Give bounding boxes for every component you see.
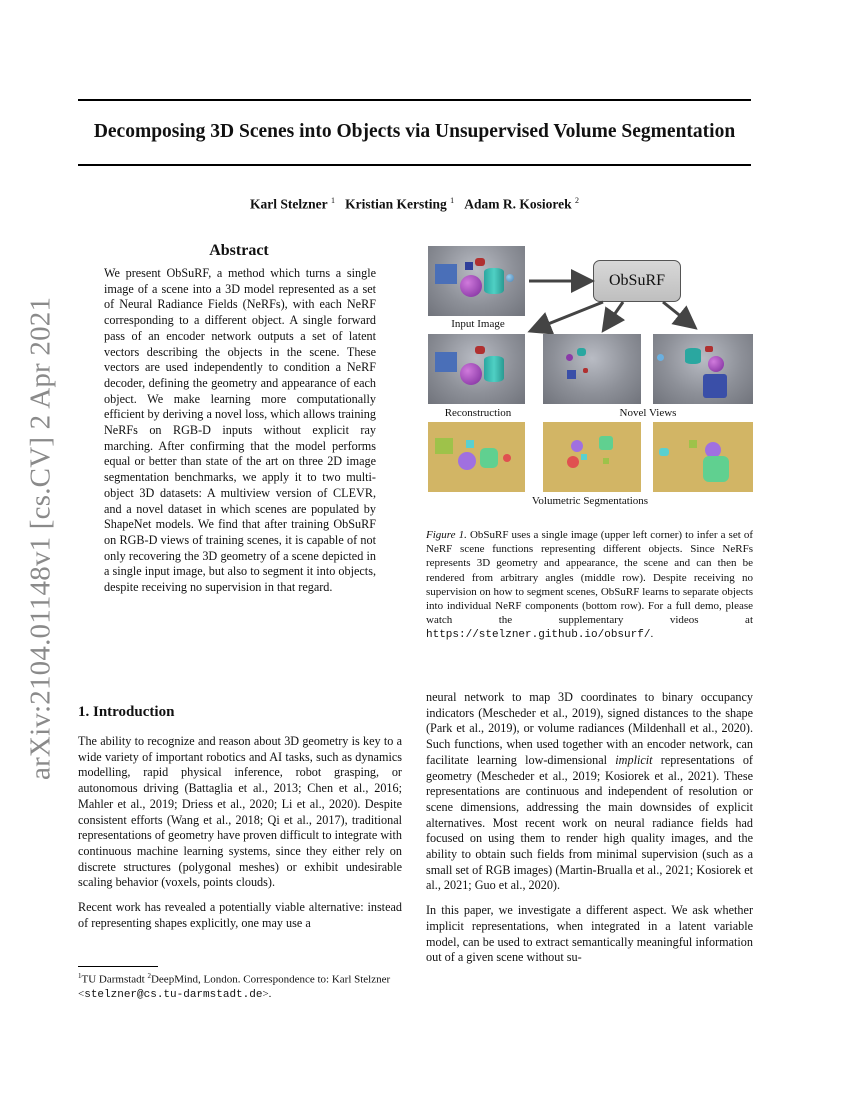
segment-region (581, 454, 587, 460)
segmentation-render (428, 422, 525, 492)
intro-text: representations of geometry (Mescheder et al., 2019; Kosiorek et al., 2021). These representations are continuous and independent of resolution or scene dimensions, addressing the main downsides of explicit alternatives. Most recent work on neural radiance fields had focused on using them to render high quality images, and the ability to obtain such fields from minimal supervision (such as a small set of RGB images) (Martin-Brualla et al., 2021; Kosiorek et al., 2021; Guo et al., 2020). (426, 752, 753, 893)
label-volumetric-segmentations: Volumetric Segmentations (531, 495, 649, 507)
segment-region (480, 448, 498, 468)
author-affiliation-mark: 1 (450, 196, 455, 205)
cylinder-object (577, 348, 586, 356)
footnote-text: TU Darmstadt (81, 973, 148, 986)
section-heading-introduction: 1. Introduction (78, 704, 175, 720)
author-affiliation-mark: 2 (575, 196, 579, 205)
sphere-object (566, 354, 573, 361)
intro-left-column (78, 734, 402, 940)
author-name: Adam R. Kosiorek (464, 196, 572, 212)
novel-view-render (543, 334, 641, 404)
intro-paragraph: The ability to recognize and reason about 3D geometry is key to a wide variety of important robotics and AI tasks, such as dynamics modelling, rapid physical inference, robot grasping, or autonomous driving (Battaglia et al., 2013; Chen et al., 2016; Mahler et al., 2019; Driess et al., 2020; Li et al., 2020). Despite consistent efforts (Wang et al., 2018; Qi et al., 2017), traditional representations of geometry have proven difficult to integrate with continuous machine learning systems, since they either rely on discrete structures (polygonal meshes) or exhibit undesirable scaling behavior (voxels, points clouds). (78, 734, 402, 890)
novel-view-render (653, 334, 753, 404)
footnote (78, 969, 404, 1002)
cylinder-object (705, 346, 713, 352)
sphere-object (460, 363, 482, 385)
segment-region (466, 440, 474, 448)
sphere-object (708, 356, 724, 372)
cube-object (703, 374, 727, 398)
segment-region (571, 440, 583, 452)
cube-object (435, 352, 457, 372)
intro-right-column (426, 690, 753, 975)
cylinder-object (583, 368, 588, 373)
intro-emphasis: implicit (615, 752, 653, 767)
label-reconstruction: Reconstruction (444, 407, 512, 419)
abstract-body: We present ObSuRF, a method which turns a single image of a scene into a 3D model represented as a set of Neural Radiance Fields (NeRFs), with each NeRF corresponding to a different object. A single forward pass of an encoder network outputs a set of latent vectors describing the objects in the scene. These vectors are used independently to condition a NeRF decoder, defining the geometry and appearance of each object. We make learning more computationally efficient by deriving a novel loss, which allows training NeRFs on RGB-D inputs without explicit ray marching. After confirming that the model performs equal or better than state of the art on three 2D image segmentation benchmarks, we apply it to two multi-object 3D datasets: A multiview version of CLEVR, and a novel dataset in which scenes are populated by ShapeNet models. We find that after training ObSuRF on RGB-D views of training scenes, it is capable of not only recovering the 3D geometry of a scene depicted in a single input image, but also to segment it into objects, despite receiving no supervision in that regard. (104, 266, 376, 595)
cylinder-object (685, 348, 701, 364)
footnote-rule (78, 966, 158, 967)
author-affiliation-mark: 1 (330, 196, 335, 205)
footnote-text: DeepMind, London. Correspondence to: Karl Stelzner < (78, 973, 391, 1000)
segment-region (659, 448, 669, 456)
segment-region (703, 456, 729, 482)
intro-paragraph: In this paper, we investigate a different aspect. We ask whether implicit representations, when integrated in a latent variable model, can be used to extract semantically meaningful information out of a given scene without su- (426, 903, 753, 965)
correspondence-email[interactable]: stelzner@cs.tu-darmstadt.de (84, 988, 263, 1001)
footnote-mark: 1 (78, 972, 82, 980)
cube-object (567, 370, 576, 379)
footnote-text: >. (262, 987, 272, 1000)
arxiv-side-stamp: arXiv:2104.01148v1 [cs.CV] 2 Apr 2021 (24, 296, 57, 780)
figure-1 (425, 240, 755, 520)
cylinder-object (484, 356, 504, 382)
figure-number: Figure 1. (426, 529, 467, 541)
author-name: Karl Stelzner (250, 196, 328, 212)
segment-region (458, 452, 476, 470)
segment-region (567, 456, 579, 468)
paper-title: Decomposing 3D Scenes into Objects via Unsupervised Volume Segmentation (93, 121, 736, 142)
segment-region (689, 440, 697, 448)
intro-paragraph (426, 690, 753, 894)
abstract-heading: Abstract (209, 242, 269, 259)
segment-region (599, 436, 613, 450)
caption-text: ObSuRF uses a single image (upper left corner) to infer a set of NeRF scene functions representing different objects. Since NeRFs represents 3D geometry and appearance, the scene and can then be rendered from arbitrary angles (middle row). Despite receiving no supervision on how to segment scenes, ObSuRF learns to separate objects into individual NeRF components (bottom row). For a full demo, please watch the supplementary videos at (426, 529, 754, 627)
supplementary-url[interactable]: https://stelzner.github.io/obsurf/ (426, 629, 651, 642)
reconstruction-render (428, 334, 525, 404)
figure-1-caption (426, 528, 753, 643)
label-input-image: Input Image (451, 318, 505, 330)
caption-end: . (650, 628, 654, 641)
obsurf-model-box: ObSuRF (593, 260, 681, 302)
title-rule-top (78, 99, 751, 101)
cylinder-object (475, 346, 485, 354)
intro-paragraph: Recent work has revealed a potentially viable alternative: instead of representing shapes explicitly, one may use a (78, 900, 402, 930)
intro-text: neural network to map 3D coordinates to binary occupancy indicators (Mescheder et al., 2019), signed distances to the shape (Park et al., 2019), or volume radiances (Mildenhall et al., 2020). Such functions, when used together with an encoder network, can facilitate learning low-dimensional (426, 690, 753, 767)
segment-region (603, 458, 609, 464)
segmentation-render (543, 422, 641, 492)
sphere-object (657, 354, 664, 361)
title-rule-bottom (78, 164, 751, 166)
footnote-mark: 2 (147, 972, 151, 980)
author-list (78, 196, 751, 213)
author-name: Kristian Kersting (345, 196, 447, 212)
label-novel-views: Novel Views (619, 407, 677, 419)
segmentation-render (653, 422, 753, 492)
segment-region (503, 454, 511, 462)
segment-region (435, 438, 453, 454)
